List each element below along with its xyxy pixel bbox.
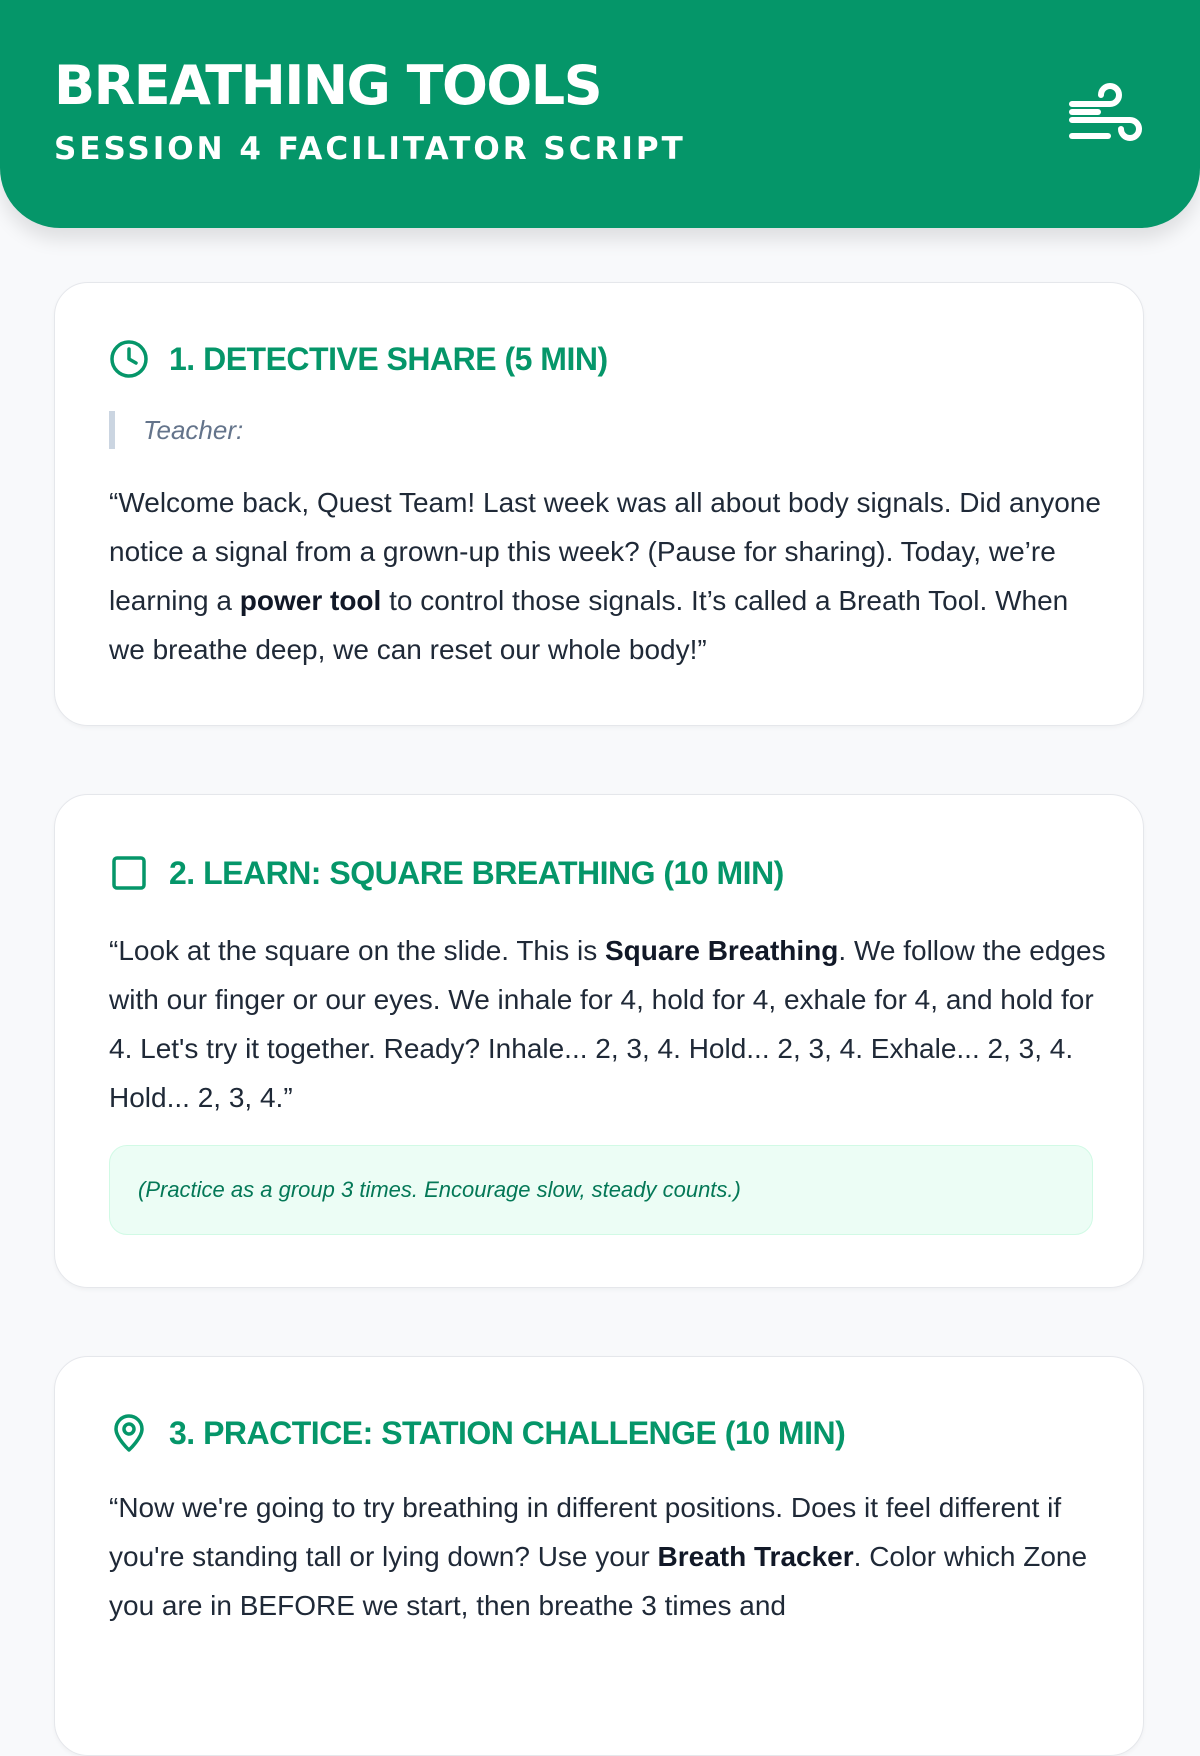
script-text-part: “Look at the square on the slide. This is — [109, 935, 605, 966]
section-title: 1. DETECTIVE SHARE (5 MIN) — [169, 340, 608, 377]
script-text-part: to control those signals. It’s called a Breath Tool. When we breathe deep, we can reset our whole body!” — [109, 585, 1069, 665]
speaker-label: Teacher: — [109, 411, 243, 449]
section-heading — [109, 853, 784, 893]
script-text — [109, 478, 1109, 674]
script-emphasis: Breath Tracker — [657, 1541, 854, 1572]
page-subtitle: SESSION 4 FACILITATOR SCRIPT — [54, 131, 686, 167]
section-heading — [109, 339, 608, 379]
facilitator-note: (Practice as a group 3 times. Encourage slow, steady counts.) — [109, 1145, 1093, 1235]
square-icon — [109, 853, 149, 893]
script-emphasis: power tool — [239, 585, 382, 616]
map-pin-icon — [109, 1413, 149, 1453]
script-emphasis: Square Breathing — [605, 935, 839, 966]
section-card-square-breathing — [54, 794, 1144, 1288]
script-text — [109, 926, 1109, 1122]
section-card-station-challenge — [54, 1356, 1144, 1756]
section-card-detective-share — [54, 282, 1144, 726]
section-heading — [109, 1413, 845, 1453]
page-title: BREATHING TOOLS — [54, 54, 602, 117]
script-text-part: . Color which Zone you are in BEFORE we start, then breathe 3 times and — [109, 1541, 1088, 1621]
script-text-part: “Now we're going to try breathing in different positions. Does it feel different if you're standing tall or lying down? Use your — [109, 1492, 1062, 1572]
script-text-part: “Welcome back, Quest Team! Last week was all about body signals. Did anyone notice a signal from a grown-up this week? (Pause for sharing). Today, we’re learning a — [109, 487, 1101, 616]
wind-icon — [1068, 82, 1148, 152]
clock-icon — [109, 339, 149, 379]
section-title: 3. PRACTICE: STATION CHALLENGE (10 MIN) — [169, 1414, 846, 1451]
section-title: 2. LEARN: SQUARE BREATHING (10 MIN) — [169, 854, 784, 891]
page-header — [0, 0, 1200, 228]
script-text-part: . We follow the edges with our finger or our eyes. We inhale for 4, hold for 4, exhale for 4, and hold for 4. Let's try it together. Ready? Inhale... 2, 3, 4. Hold... 2, 3, 4. Exhale... 2, 3, 4. Hold... 2, 3, 4.” — [109, 935, 1106, 1113]
script-text — [109, 1483, 1109, 1630]
